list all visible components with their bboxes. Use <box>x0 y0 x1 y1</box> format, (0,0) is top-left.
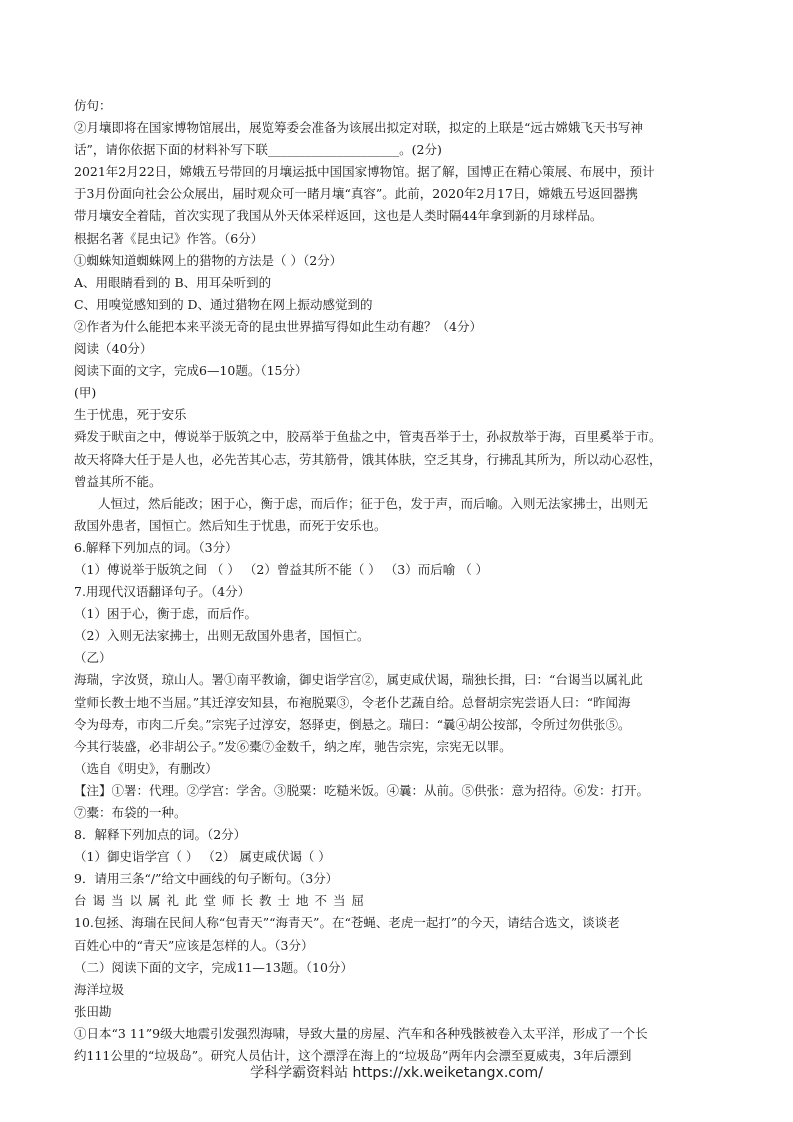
document-body <box>74 95 726 1067</box>
question-line: 8．解释下列加点的词。（2分） <box>74 827 247 843</box>
question-line: （1）困于心，衡于虑，而后作。 <box>74 606 257 622</box>
passage-author: 张田勘 <box>74 1003 112 1019</box>
text-line: 故天将降大任于是人也，必先苦其心志，劳其筋骨，饿其体肤，空乏其身，行拂乱其所为，所以动心忍性， <box>74 451 662 467</box>
text-line: 于3月份面向社会公众展出，届时观众可一睹月壤“真容”。此前，2020年2月17日，嫦娥五号返回器携 <box>74 186 638 202</box>
instruction-line: 阅读下面的文字，完成6—10题。（15分） <box>74 363 308 379</box>
section-heading: 根据名著《昆虫记》作答。（6分） <box>74 230 264 246</box>
question-line: 7.用现代汉语翻译句子。（4分） <box>74 584 251 600</box>
passage-label: (甲) <box>74 385 97 401</box>
passage-title: 海洋垃圾 <box>74 981 125 997</box>
text-line: 带月壤安全着陆，首次实现了我国从外天体采样返回，这也是人类时隔44年拿到新的月球样品。 <box>74 208 603 224</box>
question-line: ②作者为什么能把本来平淡无奇的昆虫世界描写得如此生动有趣？（4分） <box>74 318 482 334</box>
question-line: （1）御史诣学宫（ ） （2） 属吏咸伏谒（ ） <box>74 849 331 865</box>
note-line: ⑦橐：布袋的一种。 <box>74 805 187 820</box>
text-line: 海瑞，字汝贤，琼山人。署①南平教谕，御史诣学宫②，属吏咸伏谒，瑞独长揖，曰：“台谒当以属礼此 <box>74 672 643 688</box>
option-line: C、用嗅觉感知到的 D、通过猎物在网上振动感觉到的 <box>74 296 373 312</box>
text-line: 堂师长教士地不当屈。”其迁淳安知县，布袍脱粟③，令老仆艺蔬自给。总督胡宗宪尝语人曰：“昨闻海 <box>74 694 631 710</box>
text-line: 舜发于畎亩之中，傅说举于版筑之中，胶鬲举于鱼盐之中，管夷吾举于士，孙叔敖举于海，百里奚举于市。 <box>74 429 662 445</box>
text-line: 令为母寿，市肉二斤矣。”宗宪子过淳安，怒驿吏，倒悬之。瑞曰：“曩④胡公按部，令所过勿供张⑤。 <box>74 716 631 732</box>
text-line: ①日本“3 11”9级大地震引发强烈海啸，导致大量的房屋、汽车和各种残骸被卷入太平洋，形成了一个长 <box>74 1025 648 1041</box>
source-line: （选自《明史》，有删改） <box>74 760 218 776</box>
text-line: 人恒过，然后能改；困于心，衡于虑，而后作；征于色，发于声，而后喻。入则无法家拂士，出则无 <box>98 495 649 511</box>
punctuation-exercise: 台谒当以属礼此堂师长教士地不当屈 <box>74 893 371 909</box>
option-line: A、用眼睛看到的 B、用耳朵听到的 <box>74 274 272 290</box>
text-line: 约111公里的“垃圾岛”。研究人员估计，这个漂浮在海上的“垃圾岛”两年内会漂至夏威夷，3年后漂到 <box>74 1048 632 1064</box>
text-line: 曾益其所不能。 <box>74 473 162 489</box>
question-line: 6.解释下列加点的词。（3分） <box>74 539 238 555</box>
section-heading: 阅读（40分） <box>74 341 153 357</box>
text-line: 敌国外患者，国恒亡。然后知生于忧患，而死于安乐也。 <box>74 517 387 533</box>
question-line: 9．请用三条“/”给文中画线的句子断句。（3分） <box>74 871 339 887</box>
question-line: （2）入则无法家拂士，出则无敌国外患者，国恒亡。 <box>74 628 370 644</box>
question-line: 10.包拯、海瑞在民间人称“包青天”“海青天”。在“苍蝇、老虎一起打”的今天，请结合选文，谈谈老 <box>74 915 620 931</box>
text-line: ②月壤即将在国家博物馆展出，展览筹委会准备为该展出拟定对联，拟定的上联是“远古嫦娥飞天书写神 <box>74 120 643 136</box>
question-line: （1）傅说举于版筑之间 （ ） （2）曾益其所不能（ ） （3）而后喻 （ ） <box>74 561 489 577</box>
text-line: 2021年2月22日，嫦娥五号带回的月壤运抵中国国家博物馆。据了解，国博正在精心策展、布展中，预计 <box>74 164 655 180</box>
page-footer: 学科学霸资料站 https://xk.weiketangx.com/ <box>250 1065 543 1081</box>
passage-title: 生于忧患，死于安乐 <box>74 407 187 423</box>
text-line: 今其行装盛，必非胡公子。”发⑥橐⑦金数千，纳之库，驰告宗宪，宗宪无以罪。 <box>74 738 512 754</box>
question-line: ①蜘蛛知道蜘蛛网上的猎物的方法是（ ）（2分） <box>74 252 343 268</box>
text-line: 仿句： <box>74 98 112 113</box>
text-line: 话”，请你依据下面的材料补写下联_____________________。(2分) <box>74 142 442 158</box>
question-line: 百姓心中的“青天”应该是怎样的人。（3分） <box>74 937 314 953</box>
note-line: 【注】①署：代理。②学宫：学舍。③脱粟：吃糙米饭。④曩：从前。⑤供张：意为招待。⑥发：打开。 <box>74 782 650 798</box>
passage-label: （乙） <box>74 650 112 666</box>
instruction-line: （二）阅读下面的文字，完成11—13题。（10分） <box>74 959 353 975</box>
